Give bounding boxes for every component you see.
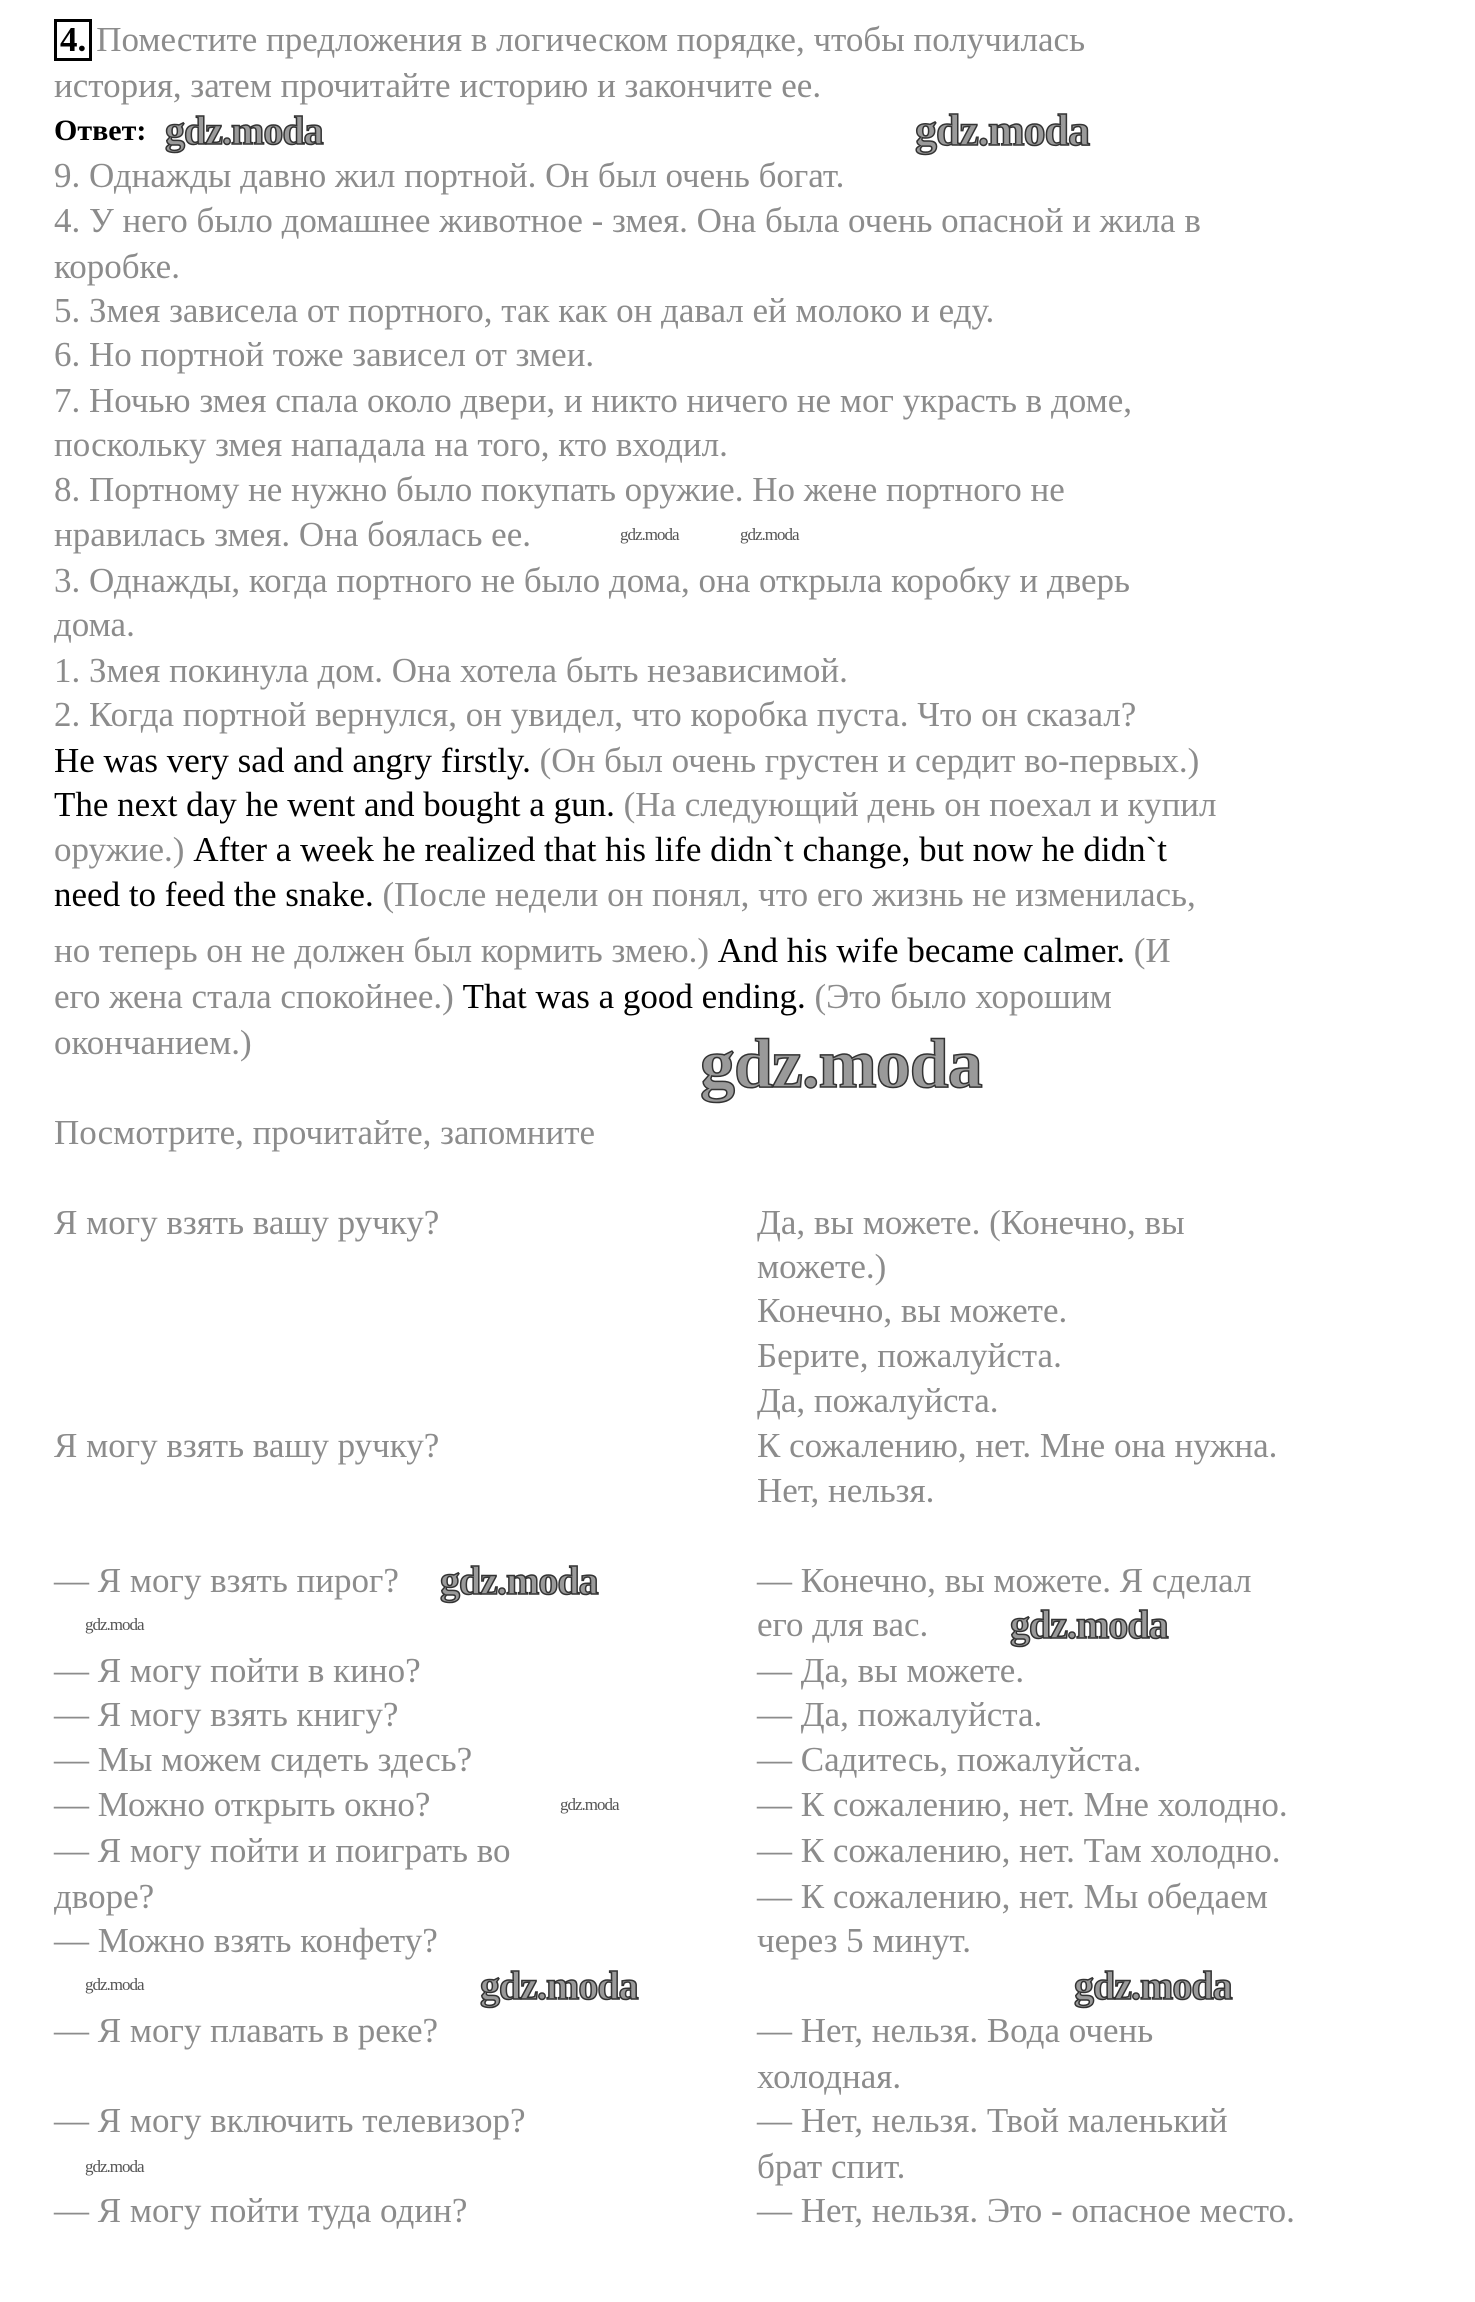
russian-text: 3. Однажды, когда портного не было дома, она открыла коробку и дверь xyxy=(54,561,1131,600)
russian-text: (И xyxy=(1133,931,1171,970)
dialog-answer: — К сожалению, нет. Мы обедаем xyxy=(757,1877,1268,1916)
russian-text: (На следующий день он поехал и купил xyxy=(623,785,1217,824)
english-text: need to feed the snake. xyxy=(54,875,383,914)
answer-line xyxy=(54,423,728,467)
dialog-question: — Я могу пойти в кино? xyxy=(54,1651,421,1690)
watermark: gdz.moda xyxy=(85,1975,144,1994)
russian-text: 5. Змея зависела от портного, так как он давал ей молоко и еду. xyxy=(54,291,995,330)
dialog-answer: — Да, пожалуйста. xyxy=(757,1695,1043,1734)
english-text: The next day he went and bought a gun. xyxy=(54,785,624,824)
dialog-answer: Нет, нельзя. xyxy=(757,1471,935,1510)
task-line: 4. Поместите предложения в логическом порядке, чтобы получилась xyxy=(54,18,1085,62)
dialog-question: — Я могу пойти и поиграть во xyxy=(54,1831,511,1870)
russian-text: коробке. xyxy=(54,247,180,286)
russian-text: (После недели он понял, что его жизнь не изменилась, xyxy=(382,875,1196,914)
answer-line xyxy=(54,975,1112,1019)
russian-text: его жена стала спокойнее.) xyxy=(54,977,463,1016)
english-text: And his wife became calmer. xyxy=(717,931,1134,970)
russian-text: 7. Ночью змея спала около двери, и никто ничего не мог украсть в доме, xyxy=(54,381,1133,420)
dialog-question: — Я могу включить телевизор? xyxy=(54,2101,526,2140)
dialog-answer: Да, пожалуйста. xyxy=(757,1381,999,1420)
dialog-answer: Да, вы можете. (Конечно, вы xyxy=(757,1203,1185,1242)
watermark: gdz.moda xyxy=(85,2157,144,2176)
russian-text: 9. Однажды давно жил портной. Он был очень богат. xyxy=(54,156,845,195)
dialog-question: — Я могу пойти туда один? xyxy=(54,2191,468,2230)
answer-line xyxy=(54,873,1196,917)
russian-text: но теперь он не должен был кормить змею.) xyxy=(54,931,718,970)
answer-line xyxy=(54,333,594,377)
dialog-answer: — Нет, нельзя. Твой маленький xyxy=(757,2101,1228,2140)
dialog-question: — Можно открыть окно? xyxy=(54,1785,431,1824)
russian-text: 6. Но портной тоже зависел от змеи. xyxy=(54,335,595,374)
answer-line xyxy=(54,783,1217,827)
answer-line xyxy=(54,289,994,333)
dialog-question: Я могу взять вашу ручку? xyxy=(54,1426,440,1465)
dialog-answer: К сожалению, нет. Мне она нужна. xyxy=(757,1426,1278,1465)
answer-line xyxy=(54,154,844,198)
watermark: gdz.moda xyxy=(560,1795,619,1814)
russian-text: 2. Когда портной вернулся, он увидел, что коробка пуста. Что он сказал? xyxy=(54,695,1137,734)
dialog-answer: — Нет, нельзя. Вода очень xyxy=(757,2011,1154,2050)
answer-line xyxy=(54,199,1201,243)
english-text: After a week he realized that his life didn`t change, but now he didn`t xyxy=(193,830,1168,869)
dialog-answer: брат спит. xyxy=(757,2147,906,2186)
dialog-answer: через 5 минут. xyxy=(757,1921,971,1960)
dialog-answer: холодная. xyxy=(757,2057,902,2096)
dialog-question: Я могу взять вашу ручку? xyxy=(54,1203,440,1242)
task-number: 4. xyxy=(54,19,92,61)
answer-line xyxy=(54,468,1065,512)
answer-line xyxy=(54,828,1167,872)
dialog-answer: Берите, пожалуйста. xyxy=(757,1336,1062,1375)
dialog-question: дворе? xyxy=(54,1877,155,1916)
answer-line xyxy=(54,649,848,693)
english-text: That was a good ending. xyxy=(462,977,815,1016)
section-heading: Посмотрите, прочитайте, запомните xyxy=(54,1113,596,1152)
dialog-answer: — К сожалению, нет. Там холодно. xyxy=(757,1831,1281,1870)
english-text: He was very sad and angry firstly. xyxy=(54,741,540,780)
russian-text: 1. Змея покинула дом. Она хотела быть независимой. xyxy=(54,651,848,690)
watermark: gdz.moda xyxy=(440,1558,598,1603)
russian-text: 8. Портному не нужно было покупать оружие. Но жене портного не xyxy=(54,470,1065,509)
russian-text: (Он был очень грустен и сердит во-первых.) xyxy=(539,741,1200,780)
dialog-answer: его для вас. xyxy=(757,1605,929,1644)
dialog-answer: — Да, вы можете. xyxy=(757,1651,1025,1690)
dialog-question: — Я могу взять книгу? xyxy=(54,1695,399,1734)
answer-line xyxy=(54,379,1132,423)
answer-line xyxy=(54,929,1171,973)
russian-text: нравилась змея. Она боялась ее. xyxy=(54,515,531,554)
russian-text: оружие.) xyxy=(54,830,194,869)
task-line: история, затем прочитайте историю и закончите ее. xyxy=(54,66,822,105)
russian-text: 4. У него было домашнее животное - змея. Она была очень опасной и жила в xyxy=(54,201,1201,240)
watermark: gdz.moda xyxy=(165,108,323,153)
watermark: gdz.moda xyxy=(85,1615,144,1634)
answer-label: Ответ: xyxy=(54,114,147,147)
answer-line xyxy=(54,1021,252,1065)
answer-line xyxy=(54,739,1199,783)
answer-line xyxy=(54,513,531,557)
dialog-answer: можете.) xyxy=(757,1247,887,1286)
russian-text: поскольку змея нападала на того, кто входил. xyxy=(54,425,728,464)
watermark: gdz.moda xyxy=(740,525,799,544)
dialog-answer: — Конечно, вы можете. Я сделал xyxy=(757,1561,1252,1600)
russian-text: дома. xyxy=(54,605,135,644)
dialog-answer: Конечно, вы можете. xyxy=(757,1291,1068,1330)
dialog-answer: — К сожалению, нет. Мне холодно. xyxy=(757,1785,1288,1824)
dialog-question: — Я могу плавать в реке? xyxy=(54,2011,439,2050)
answer-line xyxy=(54,245,180,289)
answer-line xyxy=(54,603,135,647)
answer-line xyxy=(54,693,1136,737)
answer-line xyxy=(54,559,1130,603)
watermark: gdz.moda xyxy=(480,1963,638,2008)
dialog-answer: — Нет, нельзя. Это - опасное место. xyxy=(757,2191,1295,2230)
russian-text: (Это было хорошим xyxy=(814,977,1112,1016)
watermark: gdz.moda xyxy=(915,106,1090,155)
dialog-question: — Мы можем сидеть здесь? xyxy=(54,1740,473,1779)
watermark: gdz.moda xyxy=(1010,1602,1168,1647)
dialog-question: — Я могу взять пирог? xyxy=(54,1561,399,1600)
dialog-answer: — Садитесь, пожалуйста. xyxy=(757,1740,1142,1779)
dialog-question: — Можно взять конфету? xyxy=(54,1921,438,1960)
watermark: gdz.moda xyxy=(1074,1963,1232,2008)
watermark: gdz.moda xyxy=(700,1026,982,1103)
watermark: gdz.moda xyxy=(620,525,679,544)
russian-text: окончанием.) xyxy=(54,1023,252,1062)
